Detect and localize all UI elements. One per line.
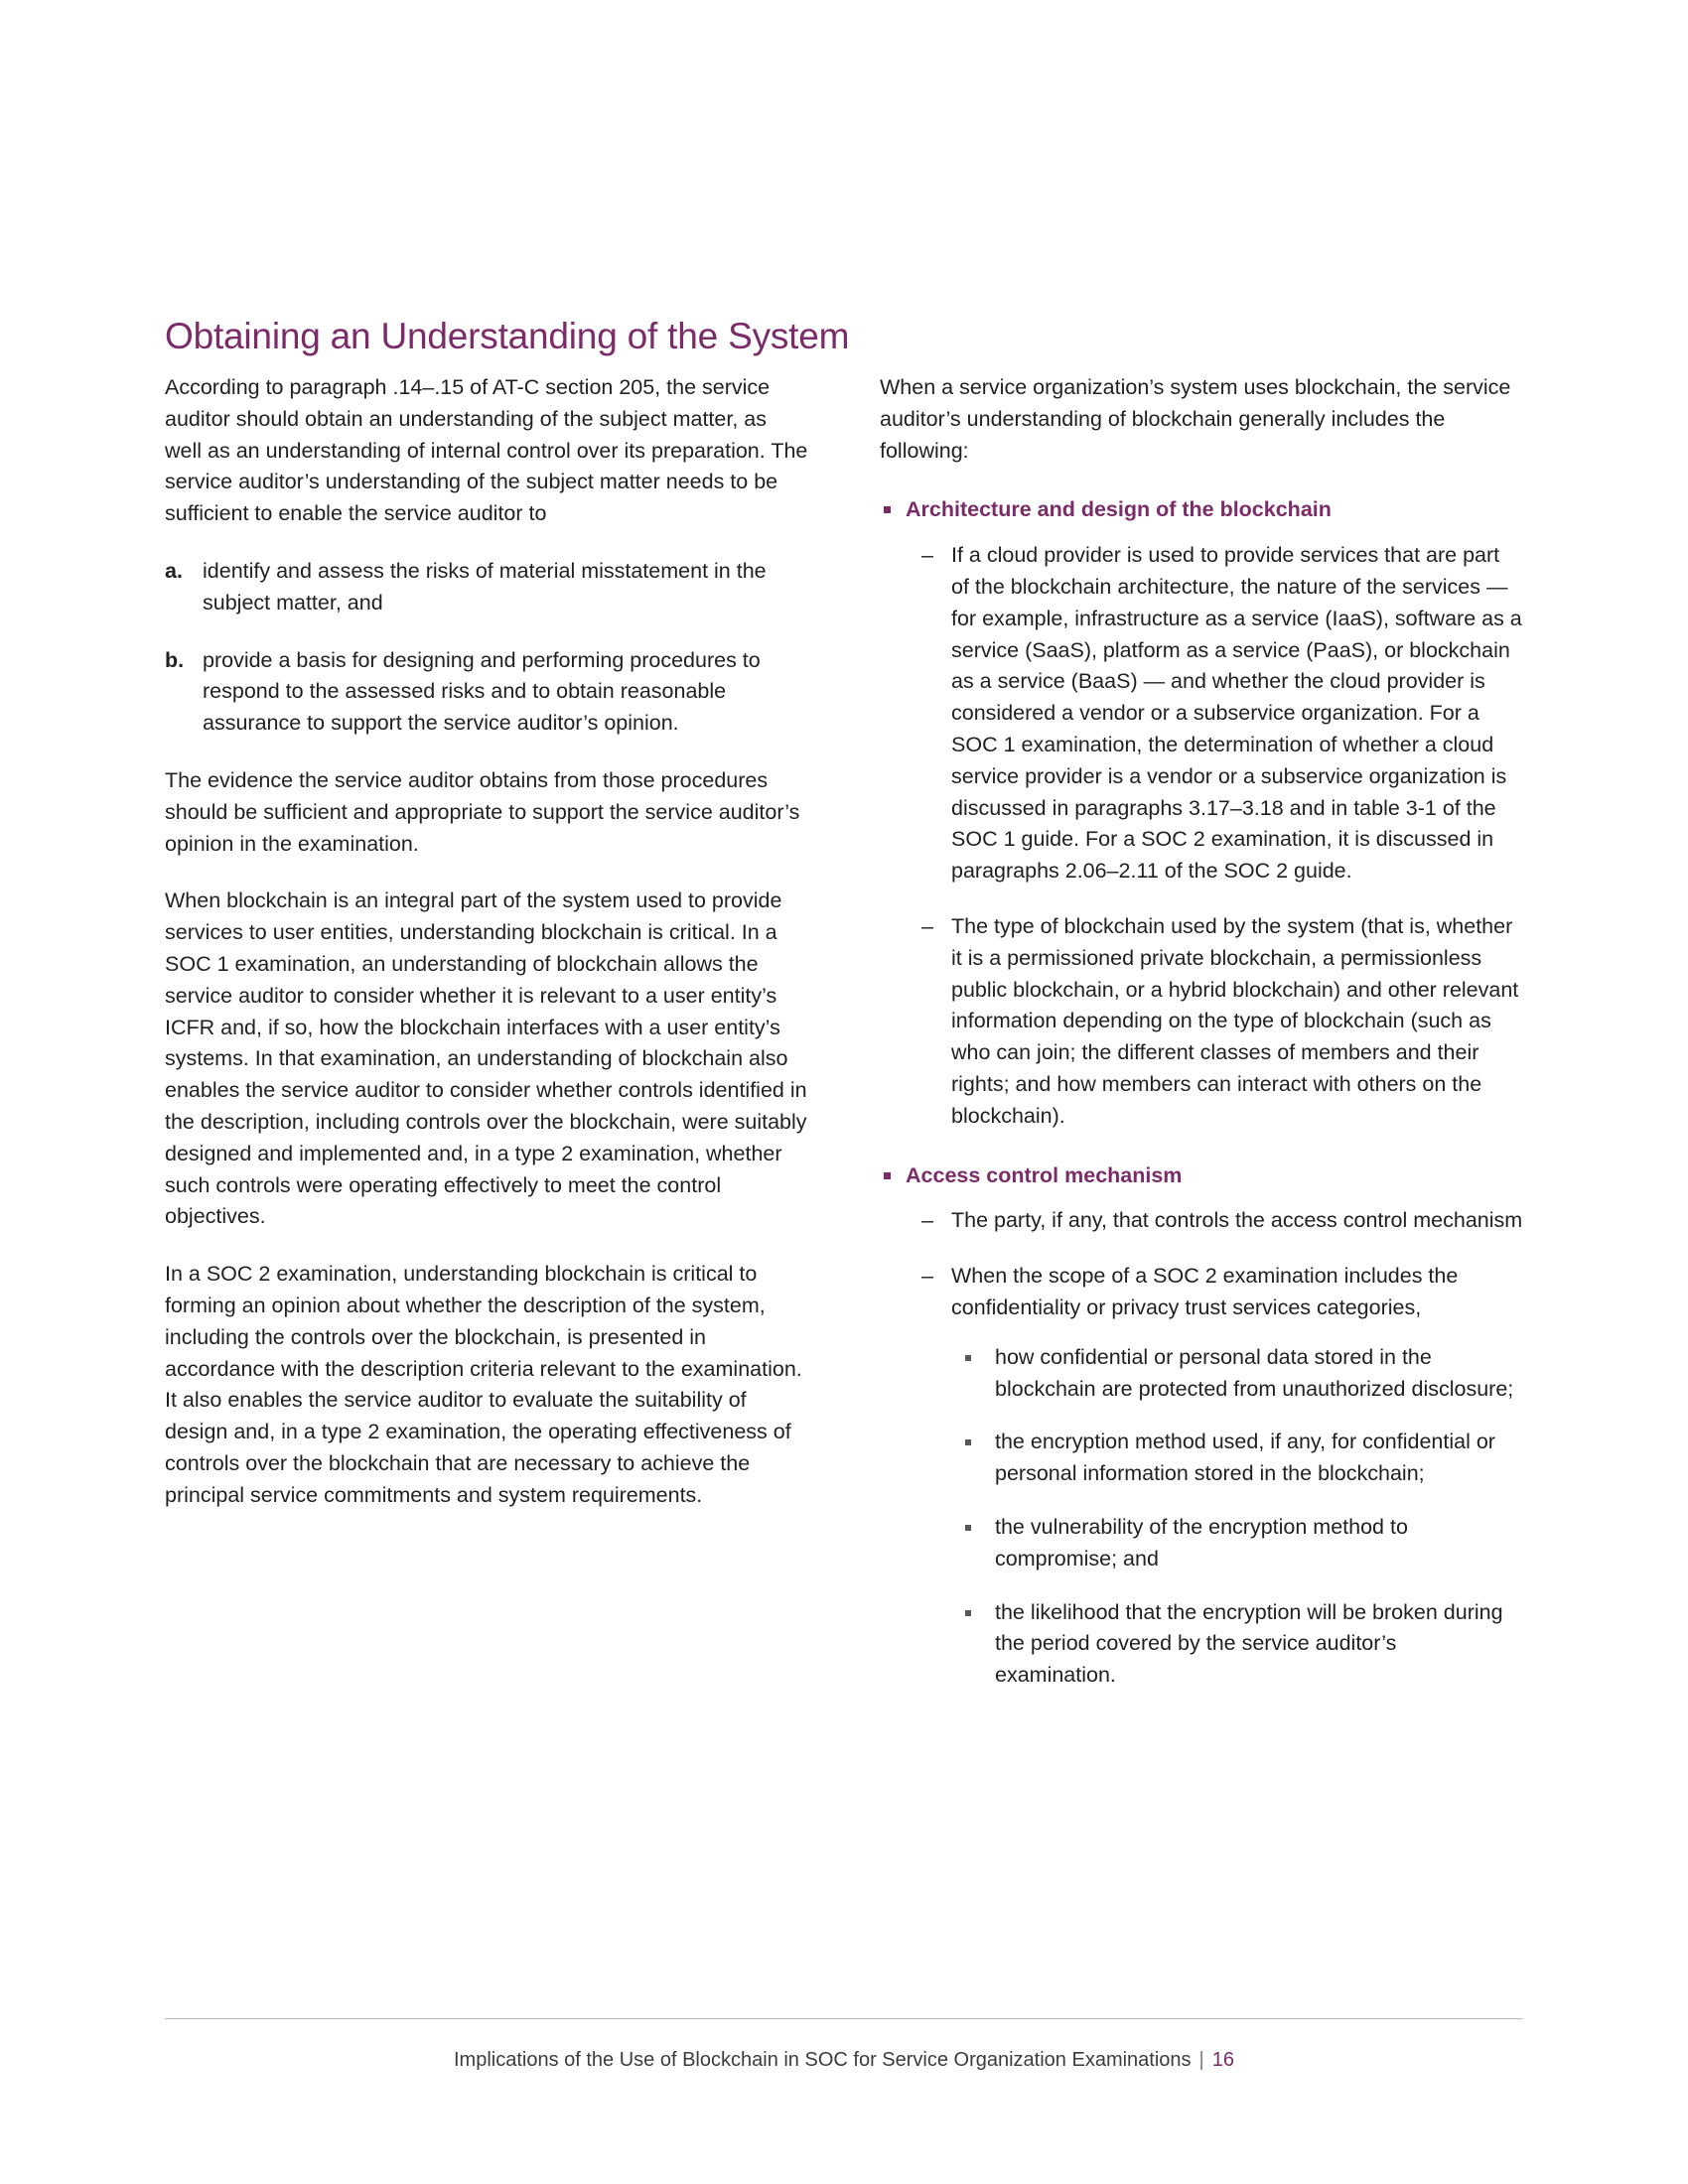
two-column-body [165, 372, 1523, 1696]
dash-list-item-text: When the scope of a SOC 2 examination includes the confidentiality or privacy trust services categories, [951, 1264, 1459, 1319]
sub-bullet-item-text: the encryption method used, if any, for confidential or personal information stored in the blockchain; [995, 1430, 1495, 1486]
sub-bullet-item [951, 1427, 1523, 1490]
footer-separator: | [1198, 2049, 1204, 2071]
dash-list-item-text: The type of blockchain used by the system (that is, whether it is a permissioned private blockchain, a permissionless public blockchain, or a hybrid blockchain) and other relevant information depending on the type of blockchain (such as who can join; the different classes of members and their rights; and how members can interact with others on the blockchain). [951, 913, 1519, 1128]
bullet-group-list [880, 494, 1523, 1692]
footer-document-title: Implications of the Use of Blockchain in SOC for Service Organization Examinations [453, 2049, 1192, 2071]
dash-list [880, 540, 1523, 1132]
footer-page-number: 16 [1211, 2049, 1234, 2071]
sub-bullet-item [951, 1342, 1523, 1406]
lettered-list [165, 556, 808, 740]
right-column [880, 372, 1523, 1696]
sub-bullet-item-text: the likelihood that the encryption will be broken during the period covered by the service auditor’s examination. [995, 1599, 1503, 1688]
footer-divider [165, 2018, 1523, 2019]
bullet-group [880, 494, 1523, 1132]
dash-marker-icon: – [921, 543, 933, 568]
dash-list-item-text: The party, if any, that controls the access control mechanism [951, 1208, 1523, 1233]
dash-marker-icon: – [921, 913, 933, 938]
small-square-bullet-icon [965, 1355, 971, 1361]
right-intro-paragraph: When a service organization’s system uses blockchain, the service auditor’s understanding of blockchain generally includes the following: [880, 375, 1511, 463]
dash-list-item [880, 540, 1523, 887]
list-marker-a: a. [165, 558, 183, 583]
dash-list-item-text: If a cloud provider is used to provide services that are part of the blockchain architecture, the nature of the services — for example, infrastructure as a service (IaaS), software as a service (SaaS), platform as a service (PaaS), or blockchain as a service (BaaS) — and whether the cloud provider is considered a vendor or a subservice organization. For a SOC 1 examination, the determination of whether a cloud service provider is a vendor or a subservice organization is discussed in paragraphs 3.17–3.18 and in table 3-1 of the SOC 1 guide. For a SOC 2 examination, it is discussed in paragraphs 2.06–2.11 of the SOC 2 guide. [951, 543, 1522, 884]
dash-list [880, 1205, 1523, 1692]
page-title: Obtaining an Understanding of the System [165, 315, 850, 356]
sub-bullet-item [951, 1512, 1523, 1575]
dash-marker-icon: – [921, 1264, 933, 1289]
left-column [165, 372, 808, 1538]
bullet-group-heading [880, 1160, 1523, 1192]
bullet-group-heading [880, 494, 1523, 526]
lettered-list-item [165, 645, 808, 740]
dash-list-item [880, 1205, 1523, 1237]
small-square-bullet-icon [965, 1439, 971, 1445]
bullet-group-heading-text: Access control mechanism [906, 1162, 1183, 1187]
dash-marker-icon: – [921, 1208, 933, 1233]
lettered-list-item [165, 556, 808, 619]
left-paragraph-1: According to paragraph .14–.15 of AT-C section 205, the service auditor should obtain an understanding of the subject matter, as well as an understanding of internal control over its preparation. The service auditor’s understanding of the subject matter needs to be sufficient to enable the service auditor to [165, 375, 808, 526]
sub-bullet-item-text: the vulnerability of the encryption method to compromise; and [995, 1514, 1408, 1570]
sub-bullet-item [951, 1597, 1523, 1692]
footer [165, 2047, 1523, 2073]
lettered-list-item-text: provide a basis for designing and performing procedures to respond to the assessed risks and to obtain reasonable assurance to support the service auditor’s opinion. [203, 647, 761, 736]
bullet-group-heading-text: Architecture and design of the blockchain [906, 497, 1332, 522]
square-bullet-icon [884, 506, 891, 513]
left-paragraph-2: The evidence the service auditor obtains from those procedures should be sufficient and appropriate to support the service auditor’s opinion in the examination. [165, 767, 800, 856]
square-bullet-icon [884, 1172, 891, 1179]
dash-list-item [880, 1261, 1523, 1692]
lettered-list-item-text: identify and assess the risks of material misstatement in the subject matter, and [203, 558, 767, 614]
bullet-group [880, 1160, 1523, 1692]
small-square-bullet-icon [965, 1525, 971, 1531]
dash-list-item [880, 911, 1523, 1133]
left-paragraph-3: When blockchain is an integral part of the system used to provide services to user entities, understanding blockchain is critical. In a SOC 1 examination, an understanding of blockchain allows the service auditor to consider whether it is relevant to a user entity’s ICFR and, if so, how the blockchain interfaces with a user entity’s systems. In that examination, an understanding of blockchain also enables the service auditor to consider whether controls identified in the description, including controls over the blockchain, were suitably designed and implemented and, in a type 2 examination, whether such controls were operating effectively to meet the control objectives. [165, 888, 807, 1229]
left-paragraph-4: In a SOC 2 examination, understanding blockchain is critical to forming an opinion about whether the description of the system, including the controls over the blockchain, is presented in accordance with the description criteria relevant to the examination. It also enables the service auditor to evaluate the suitability of design and, in a type 2 examination, the operating effectiveness of controls over the blockchain that are necessary to achieve the principal service commitments and system requirements. [165, 1262, 802, 1507]
list-marker-b: b. [165, 647, 185, 672]
sub-bullet-list [951, 1342, 1523, 1692]
small-square-bullet-icon [965, 1610, 971, 1616]
sub-bullet-item-text: how confidential or personal data stored in the blockchain are protected from unauthorized disclosure; [995, 1344, 1514, 1401]
